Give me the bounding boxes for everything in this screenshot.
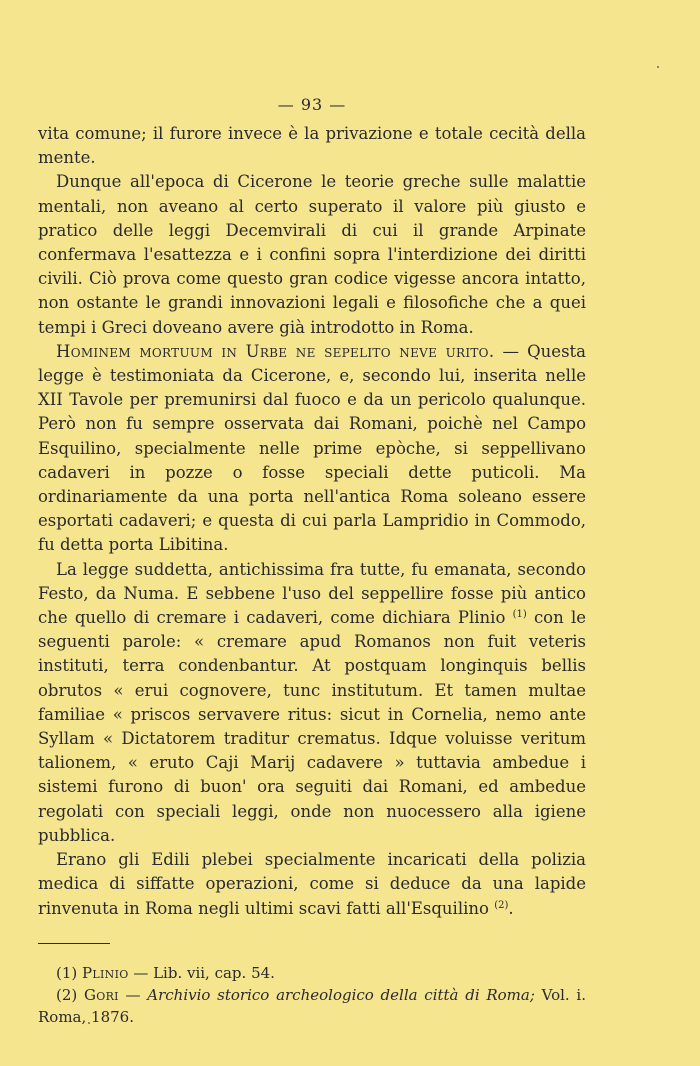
paragraph-4-text-b: con le seguenti parole: « cremare apud Romanos non fuit veteris instituti, terra condenbantur. At postquam longinquis bellis obrutos « erui cognovere, tunc institutum. Et tamen multae familiae « priscos servavere ritus: sicut in Cornelia, nemo ante Syllam « Dictatorem traditur crematus. Idque voluisse veritum talionem, « eruto Caji Marij cadavere » tuttavia ambedue i sistemi furono di buon' ora seguiti dai Romani, ed ambedue regolati con speciali leggi, onde non nuocessero alla igiene pubblica.: [38, 608, 586, 845]
footnote-2: [38, 984, 586, 1028]
footnote-2-author: Gori: [83, 985, 119, 1004]
footnote-1-text: — Lib. vii, cap. 54.: [128, 963, 275, 982]
footnote-1-number: (1): [56, 963, 83, 982]
footnotes: [38, 962, 586, 1028]
footnote-ref-2: (2): [494, 899, 509, 911]
paragraph-4: [38, 558, 586, 848]
footnote-2-title: Archivio storico archeologico della città di Roma;: [147, 985, 535, 1004]
footnote-ref-1: (1): [512, 609, 527, 621]
paragraph-3: [38, 340, 586, 558]
paragraph-5-text-a: Erano gli Edili plebei specialmente incaricati della polizia medica di siffatte operazioni, come si deduce da una lapide rinvenuta in Roma negli ultimi scavi fatti all'Esquilino: [38, 850, 586, 918]
page: [38, 92, 586, 1028]
footnote-2-number: (2): [56, 985, 84, 1004]
footnote-2-text: Vol. i. Roma, 1876.: [38, 985, 586, 1026]
paragraph-5-text-b: .: [508, 898, 514, 918]
footnote-1-author: Plinio: [82, 963, 129, 982]
footnote-2-dash: —: [118, 985, 148, 1004]
paragraph-5: [38, 848, 586, 921]
footnote-1: [38, 962, 586, 984]
paragraph-4-text-a: La legge suddetta, antichissima fra tutte, fu emanata, secondo Festo, da Numa. E sebbene l'uso del seppellire fosse più antico che quello di cremare i cadaveri, come dichiara Plinio: [38, 559, 586, 628]
page-number: — 93 —: [277, 95, 347, 114]
footnote-divider: [38, 943, 110, 944]
body-text: [38, 122, 586, 921]
law-heading: Hominem mortuum in Urbe ne sepelito neve urito.: [56, 341, 495, 361]
paper-speck: [657, 66, 659, 68]
paragraph-2: Dunque all'epoca di Cicerone le teorie greche sulle malattie mentali, non aveano al certo superato il valore più giusto e pratico delle leggi Decemvirali di cui il grande Arpinate confermava l'esattezza e i confini sopra l'interdizione dei diritti civili. Ciò prova come questo gran codice vigesse ancora intatto, non ostante le grandi innovazioni legali e filosofiche che a quei tempi i Greci doveano avere già introdotto in Roma.: [38, 172, 586, 337]
paragraph-1: vita comune; il furore invece è la privazione e totale cecità della mente.: [38, 124, 586, 168]
paragraph-3-text: — Questa legge è testimoniata da Cicerone, e, secondo lui, inserita nelle XII Tavole per premunirsi dal fuoco e da un pericolo qualunque. Però non fu sempre osservata dai Romani, poichè nel Campo Esquilino, specialmente nelle prime epòche, si seppellivano cadaveri in pozze o fosse speciali dette puticoli. Ma ordinariamente da una porta nell'antica Roma soleano essere esportati cadaveri; e questa di cui parla Lampridio in Commodo, fu detta porta Libitina.: [38, 341, 586, 555]
